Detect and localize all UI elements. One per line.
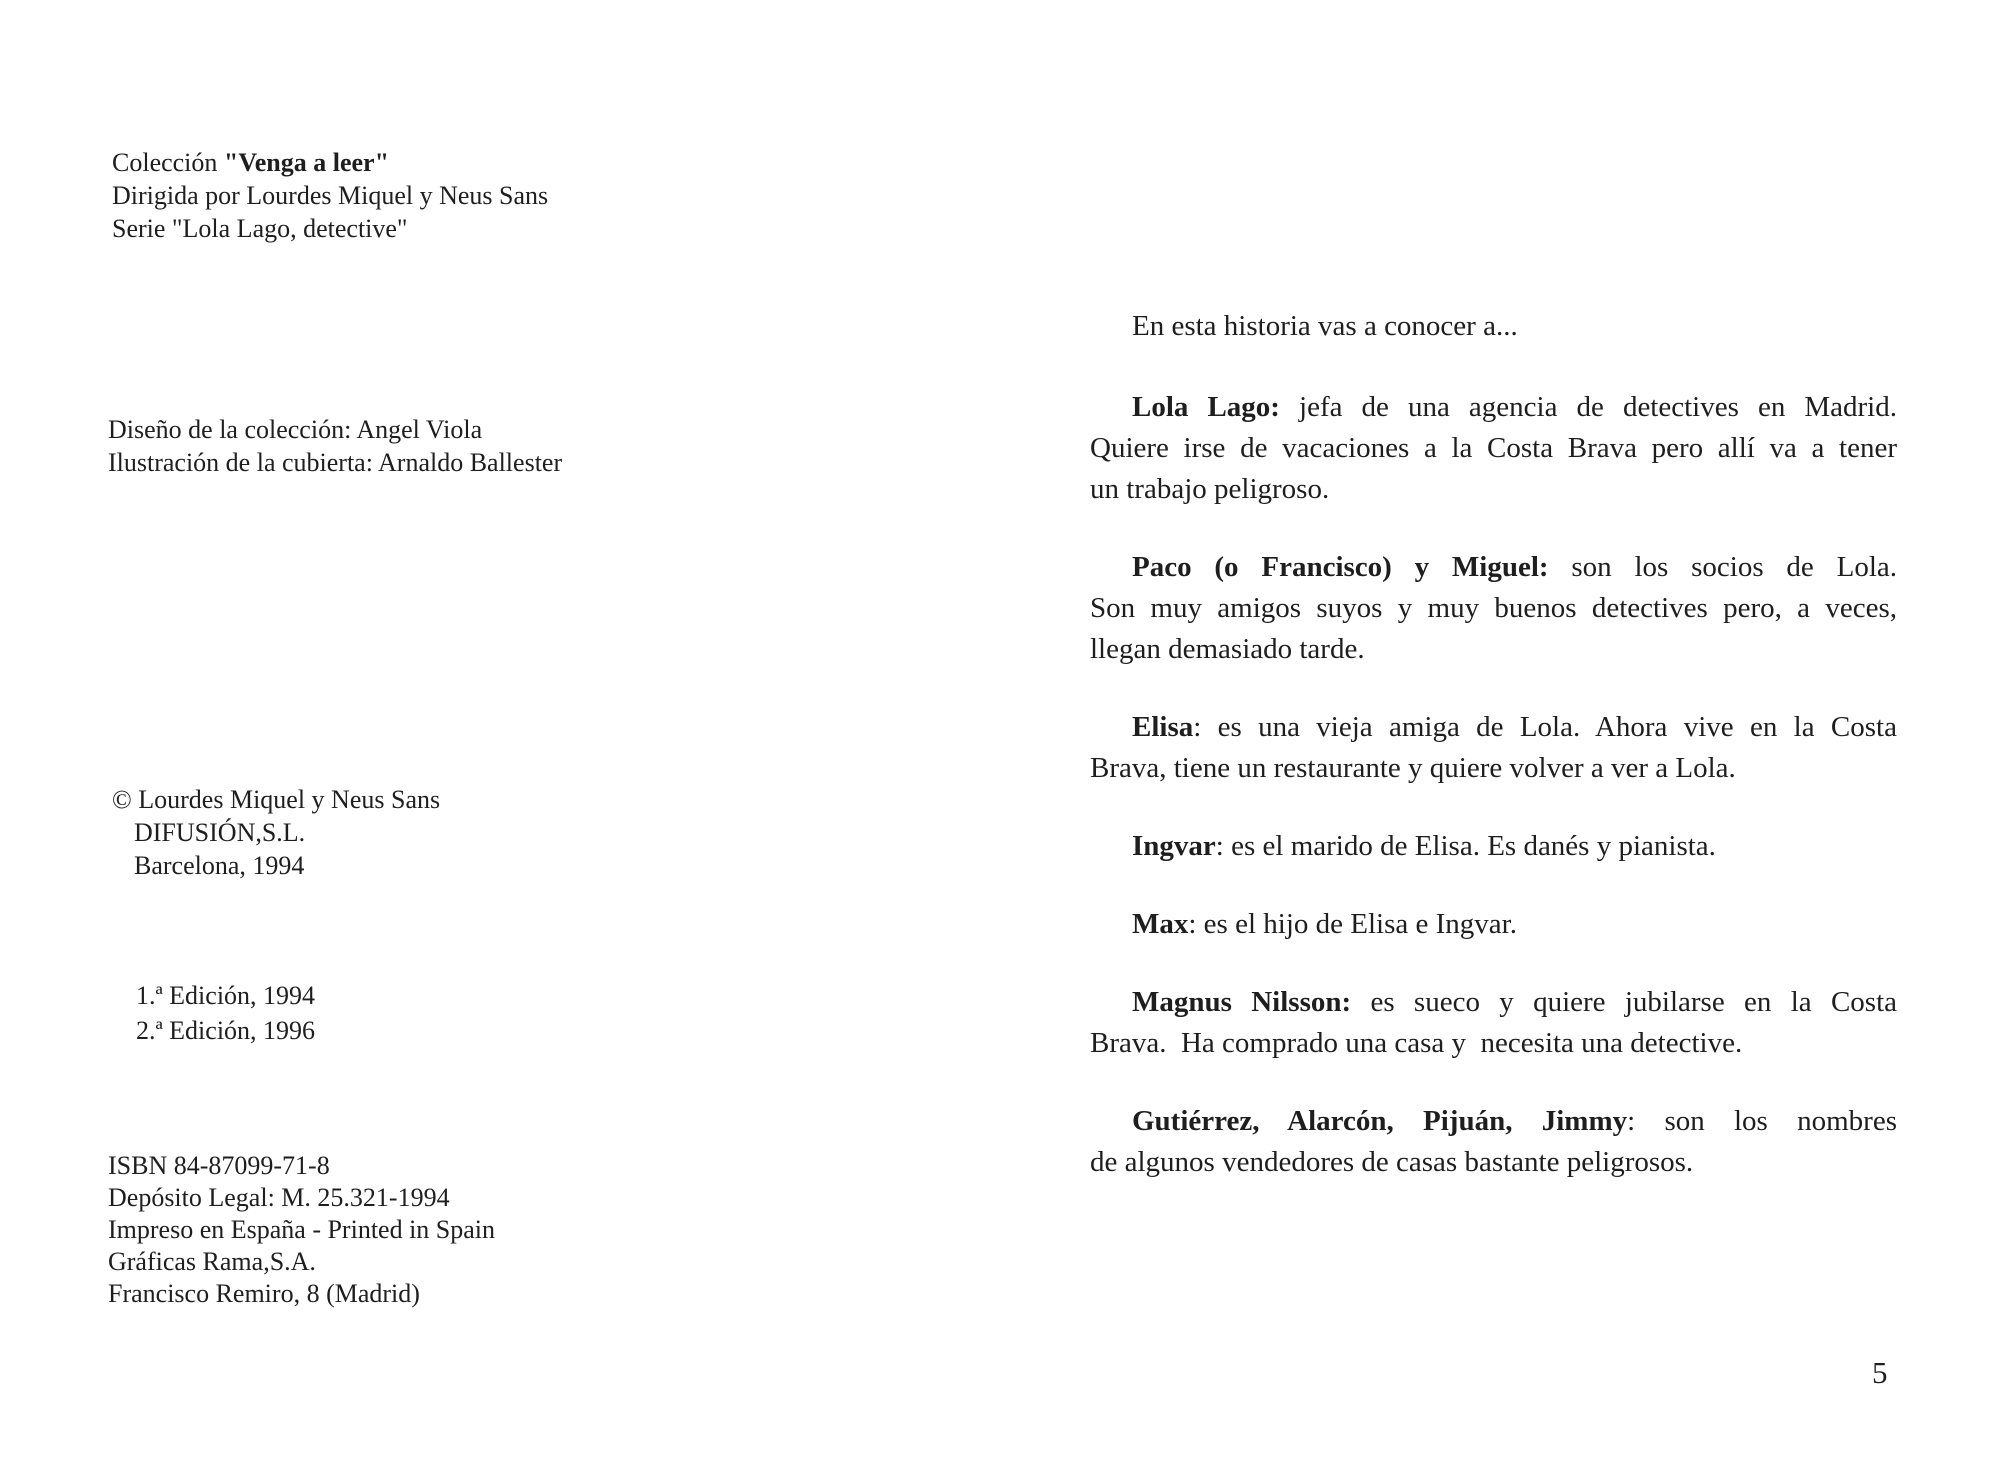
collection-block (112, 146, 548, 245)
character-name: Elisa (1132, 711, 1194, 743)
character-name: Magnus Nilsson: (1132, 986, 1352, 1018)
character-paragraph-lola (1090, 387, 1897, 510)
character-description: : es el marido de Elisa. Es danés y pianista. (1215, 830, 1716, 862)
series-line: Serie "Lola Lago, detective" (112, 214, 408, 243)
character-description: son los socios de Lola. (1548, 551, 1897, 583)
paragraph-last-line: Brava. Ha comprado una casa y necesita una detective. (1090, 1027, 1743, 1059)
character-paragraph-paco-miguel (1090, 547, 1897, 670)
imprint-block (108, 1150, 495, 1310)
printer-address-line: Francisco Remiro, 8 (Madrid) (108, 1279, 420, 1308)
paragraph-first-line (1090, 1101, 1897, 1142)
intro-line: En esta historia vas a conocer a... (1132, 310, 1518, 342)
copyright-holder-line: © Lourdes Miquel y Neus Sans (112, 785, 441, 814)
character-name: Gutiérrez, Alarcón, Pijuán, Jimmy (1132, 1105, 1628, 1137)
character-description: : es el hijo de Elisa e Ingvar. (1188, 908, 1517, 940)
printer-line: Gráficas Rama,S.A. (108, 1247, 316, 1276)
paragraph-last-line: llegan demasiado tarde. (1090, 633, 1365, 665)
character-paragraph-max (1090, 904, 1897, 945)
city-year-line: Barcelona, 1994 (134, 851, 305, 880)
paragraph-last-line: Brava, tiene un restaurante y quiere volver a ver a Lola. (1090, 752, 1736, 784)
directed-by-line: Dirigida por Lourdes Miquel y Neus Sans (112, 181, 549, 210)
page-number: 5 (1872, 1355, 1888, 1390)
deposito-legal-line: Depósito Legal: M. 25.321-1994 (108, 1183, 450, 1212)
printed-in-line: Impreso en España - Printed in Spain (108, 1215, 496, 1244)
paragraph-first-line (1090, 982, 1897, 1023)
editions-block (136, 978, 315, 1048)
characters-text (1090, 306, 1897, 1220)
second-edition-line: 2.ª Edición, 1996 (136, 1016, 316, 1045)
character-name: Max (1132, 908, 1189, 940)
cover-illustration-line: Ilustración de la cubierta: Arnaldo Ballester (108, 448, 563, 477)
character-description: : son los nombres (1627, 1105, 1897, 1137)
character-description: jefa de una agencia de detectives en Madrid. (1279, 391, 1897, 423)
character-paragraph-elisa (1090, 707, 1897, 789)
copyright-block (112, 783, 440, 882)
paragraph-line: Quiere irse de vacaciones a la Costa Brava pero allí va a tener (1090, 432, 1897, 464)
publisher-line: DIFUSIÓN,S.L. (134, 818, 306, 847)
paragraph-last-line: de algunos vendedores de casas bastante peligrosos. (1090, 1146, 1694, 1178)
character-paragraph-magnus (1090, 982, 1897, 1064)
right-page (1000, 0, 2000, 1472)
design-credit-line: Diseño de la colección: Angel Viola (108, 415, 483, 444)
collection-prefix: Colección (112, 148, 224, 177)
character-paragraph-ingvar (1090, 826, 1897, 867)
character-description: : es una vieja amiga de Lola. Ahora vive en la Costa (1193, 711, 1897, 743)
paragraph-first-line (1090, 904, 1897, 945)
collection-line (112, 146, 548, 179)
character-name: Paco (o Francisco) y Miguel: (1132, 551, 1549, 583)
character-name: Lola Lago: (1132, 391, 1280, 423)
isbn-line: ISBN 84-87099-71-8 (108, 1151, 330, 1180)
character-description: es sueco y quiere jubilarse en la Costa (1351, 986, 1897, 1018)
paragraph-last-line: un trabajo peligroso. (1090, 473, 1330, 505)
character-paragraph-vendors (1090, 1101, 1897, 1183)
paragraph-first-line (1090, 547, 1897, 588)
collection-title: "Venga a leer" (223, 148, 390, 177)
first-edition-line: 1.ª Edición, 1994 (136, 981, 316, 1010)
paragraph-first-line (1090, 387, 1897, 428)
character-name: Ingvar (1132, 830, 1216, 862)
credits-block (108, 413, 562, 479)
paragraph-line: Son muy amigos suyos y muy buenos detectives pero, a veces, (1090, 592, 1897, 624)
paragraph-first-line (1090, 826, 1897, 867)
paragraph-first-line (1090, 707, 1897, 748)
